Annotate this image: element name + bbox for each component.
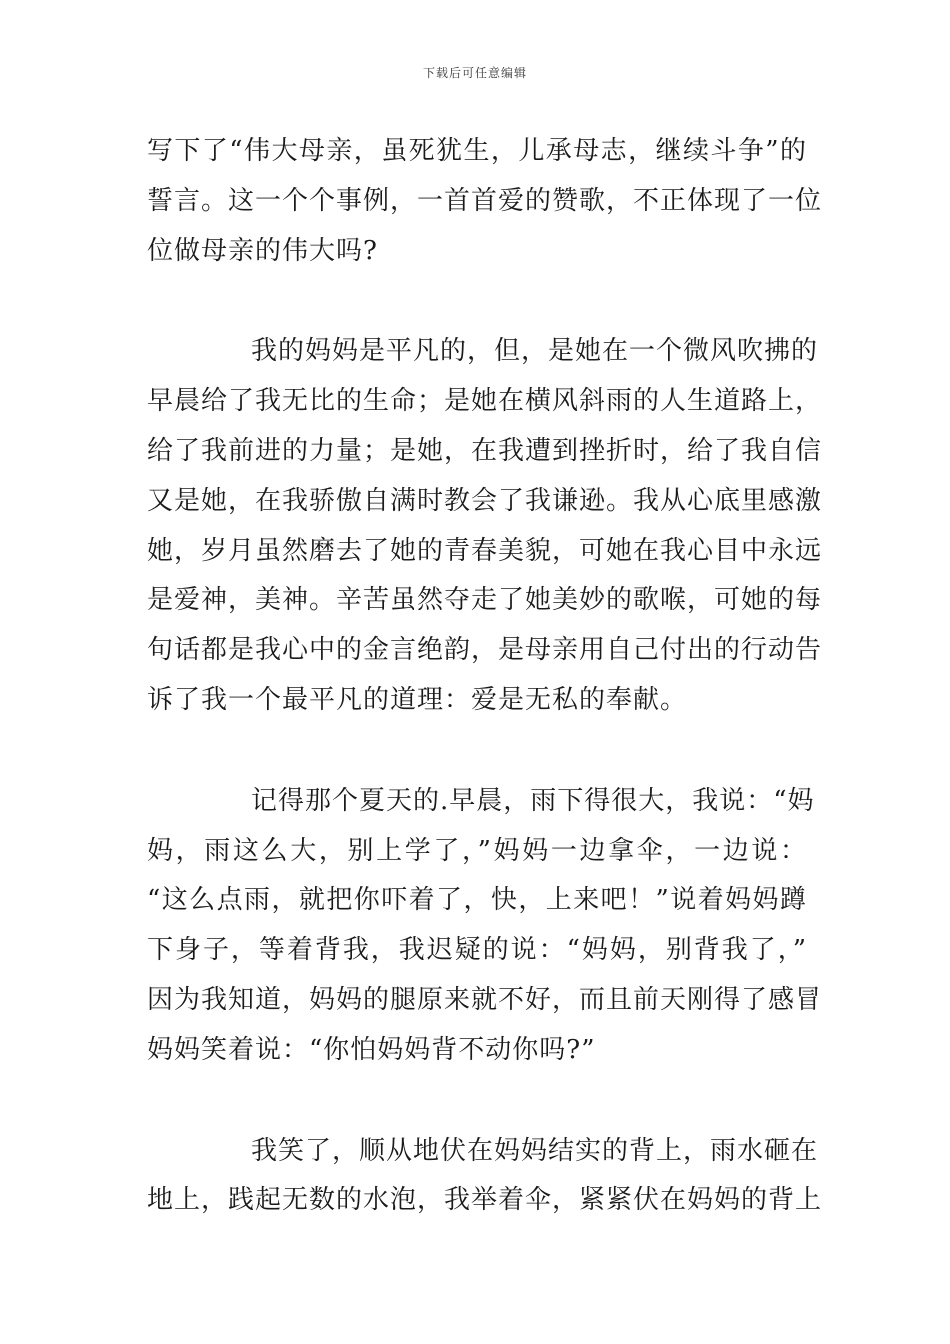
text-line: “这么点雨，就把你吓着了，快，上来吧！”说着妈妈蹲	[147, 885, 807, 916]
text-line: 诉了我一个最平凡的道理：爱是无私的奉献。	[147, 684, 688, 715]
text-line: 下身子，等着背我，我迟疑的说：“妈妈，别背我了，”	[147, 935, 807, 966]
text-line: 誓言。这一个个事例，一首首爱的赞歌，不正体现了一位	[147, 185, 823, 216]
paragraph-gap	[147, 276, 807, 327]
text-line: 是爱神，美神。辛苦虽然夺走了她美妙的歌喉，可她的每	[147, 585, 823, 616]
page-header: 下载后可任意编辑	[422, 66, 527, 80]
text-line: 又是她，在我骄傲自满时教会了我谦逊。我从心底里感激	[147, 485, 823, 516]
paragraph-4	[147, 1127, 823, 1227]
text-line: 给了我前进的力量；是她，在我遭到挫折时，给了我自信	[147, 435, 823, 466]
text-line: 她，岁月虽然磨去了她的青春美貌，可她在我心目中永远	[147, 535, 823, 566]
text-line: 位做母亲的伟大吗?	[147, 235, 378, 266]
paragraph-gap	[147, 1076, 807, 1127]
text-line: 早晨给了我无比的生命；是她在横风斜雨的人生道路上，	[147, 386, 823, 417]
text-line: 句话都是我心中的金言绝韵，是母亲用自己付出的行动告	[147, 635, 823, 666]
document-body	[147, 127, 823, 1226]
text-line: 妈妈笑着说：“你怕妈妈背不动你吗?”	[147, 1034, 596, 1065]
paragraph-gap	[147, 726, 807, 777]
text-line: 写下了“伟大母亲，虽死犹生，儿承母志，继续斗争”的	[147, 136, 807, 166]
text-line: 我的妈妈是平凡的，但，是她在一个微风吹拂的	[251, 336, 819, 367]
text-line: 因为我知道，妈妈的腿原来就不好，而且前天刚得了感冒	[147, 984, 823, 1015]
text-line: 地上，践起无数的水泡，我举着伞，紧紧伏在妈妈的背上	[147, 1185, 823, 1216]
paragraph-1	[147, 127, 823, 276]
paragraph-3	[147, 777, 823, 1076]
text-line: 我笑了，顺从地伏在妈妈结实的背上，雨水砸在	[251, 1135, 819, 1166]
paragraph-2	[147, 327, 823, 725]
text-line: 妈，雨这么大，别上学了，”妈妈一边拿伞，一边说：	[147, 835, 807, 866]
text-line: 记得那个夏天的.早晨，雨下得很大，我说：“妈	[251, 785, 815, 816]
